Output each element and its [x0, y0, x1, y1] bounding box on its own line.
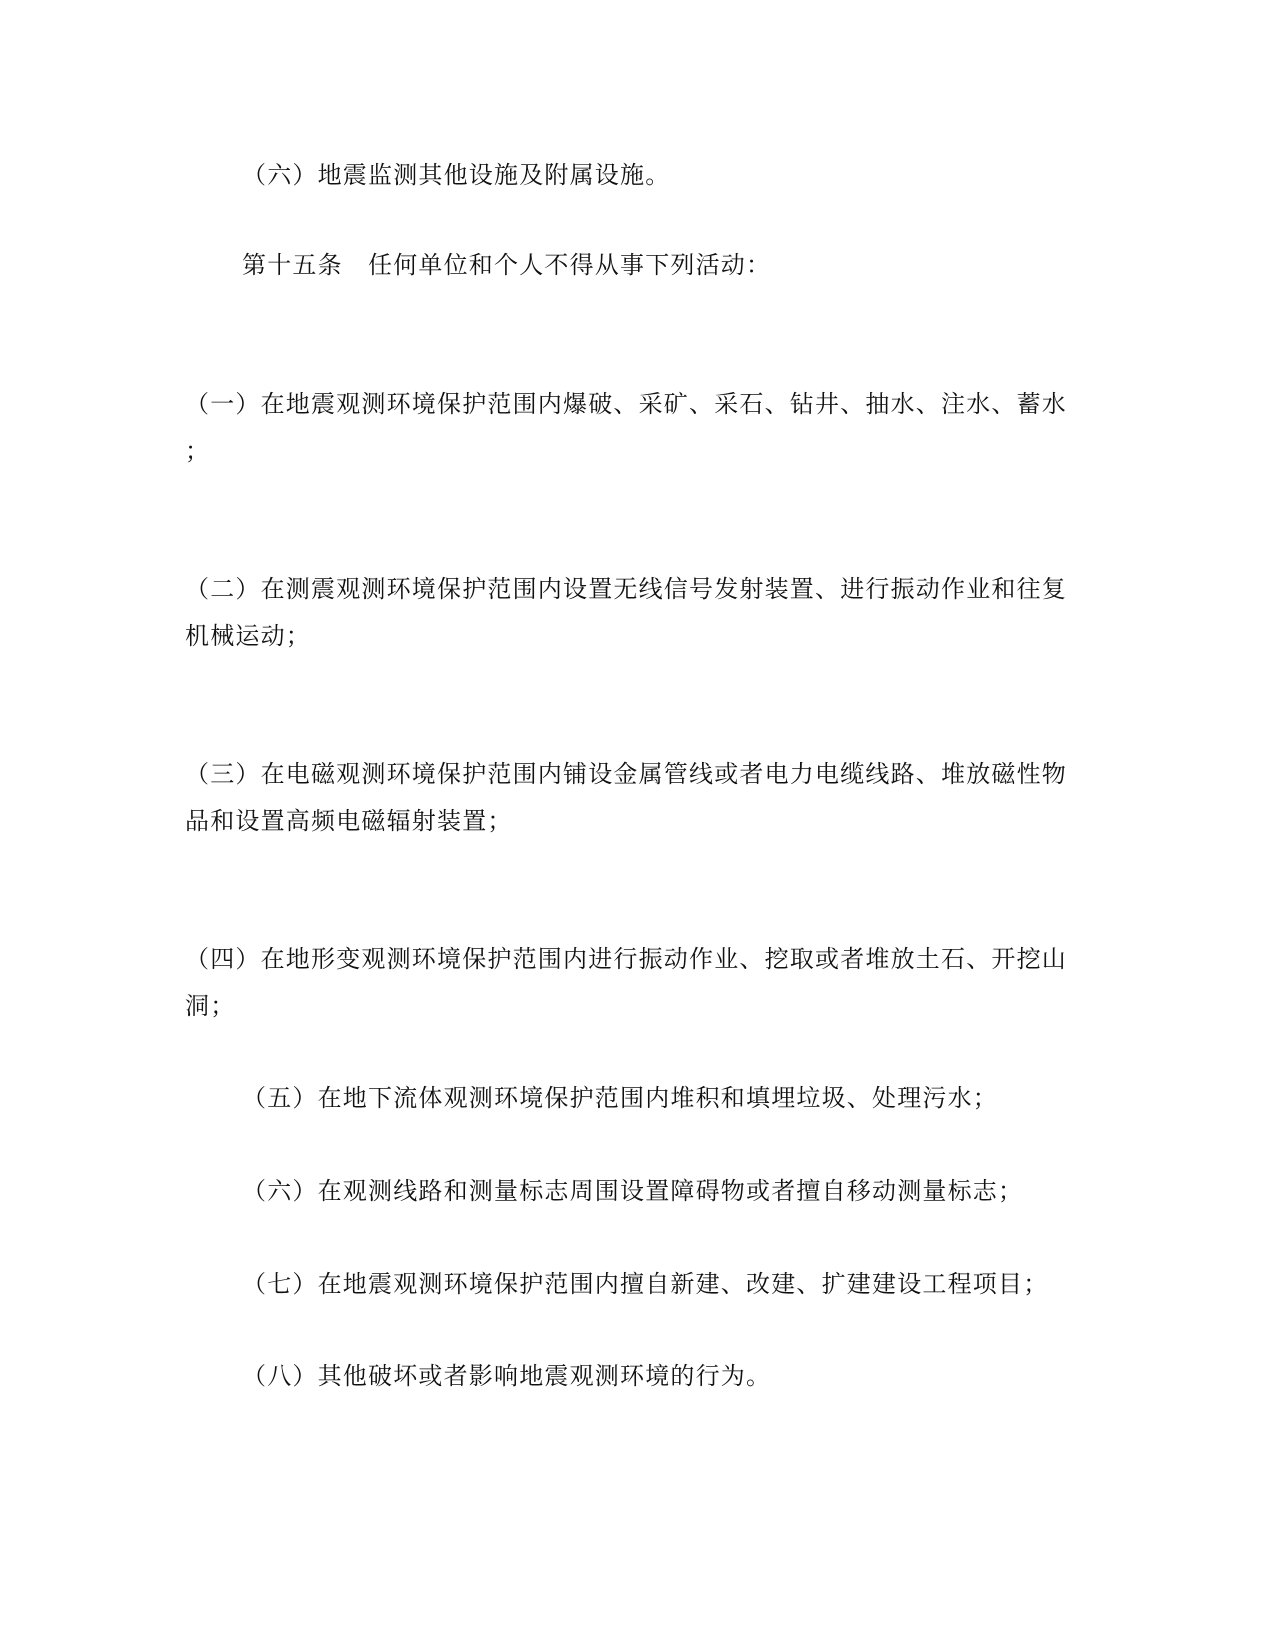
prohibited-item-7: （七）在地震观测环境保护范围内擅自新建、改建、扩建建设工程项目； — [242, 1270, 1049, 1298]
item-6-monitoring-facilities: （六）地震监测其他设施及附属设施。 — [242, 161, 671, 189]
prohibited-item-6: （六）在观测线路和测量标志周围设置障碍物或者擅自移动测量标志； — [242, 1177, 1024, 1205]
prohibited-item-4-line-1: （四）在地形变观测环境保护范围内进行振动作业、挖取或者堆放土石、开挖山 — [185, 945, 1067, 973]
prohibited-item-3-line-2: 品和设置高频电磁辐射装置； — [185, 807, 513, 835]
prohibited-item-1-line-1: （一）在地震观测环境保护范围内爆破、采矿、采石、钻井、抽水、注水、蓄水 — [185, 390, 1067, 418]
prohibited-item-2-line-2: 机械运动； — [185, 622, 311, 650]
prohibited-item-3-line-1: （三）在电磁观测环境保护范围内铺设金属管线或者电力电缆线路、堆放磁性物 — [185, 760, 1067, 788]
article-15-heading: 第十五条 任何单位和个人不得从事下列活动： — [242, 251, 772, 279]
prohibited-item-1-line-2: ； — [185, 437, 211, 465]
prohibited-item-2-line-1: （二）在测震观测环境保护范围内设置无线信号发射装置、进行振动作业和往复 — [185, 575, 1067, 603]
prohibited-item-8: （八）其他破坏或者影响地震观测环境的行为。 — [242, 1362, 772, 1390]
prohibited-item-5: （五）在地下流体观测环境保护范围内堆积和填埋垃圾、处理污水； — [242, 1084, 998, 1112]
prohibited-item-4-line-2: 洞； — [185, 992, 236, 1020]
